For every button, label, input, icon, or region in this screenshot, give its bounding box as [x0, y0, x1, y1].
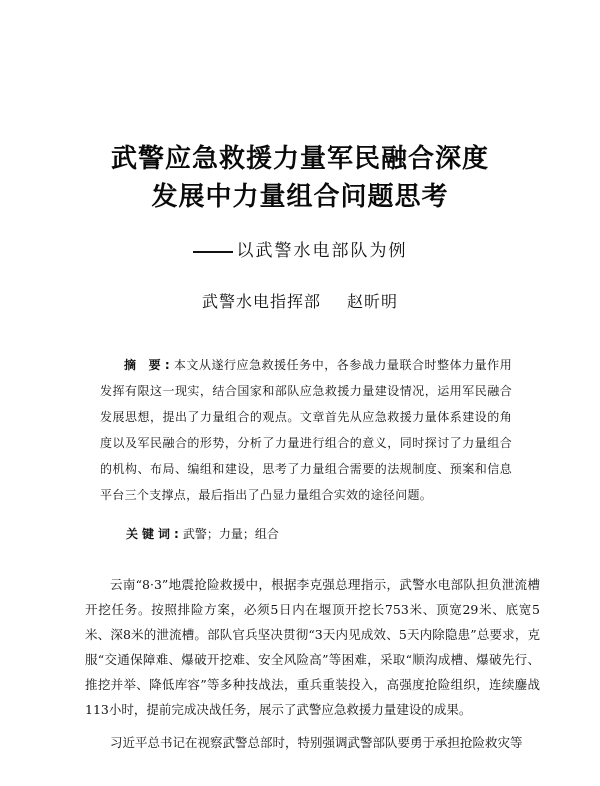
author-line: [0, 291, 600, 313]
keywords-label: 关键词:: [126, 527, 183, 541]
keywords-text: 武警；力量；组合: [182, 527, 279, 541]
author-unit: 武警水电指挥部: [201, 292, 321, 311]
em-dash-rule: [193, 251, 233, 253]
paper-title-line-1: 武警应急救援力量军民融合深度: [110, 144, 489, 174]
paper-subtitle: [0, 240, 600, 262]
subtitle-text: 以武警水电部队为例: [236, 241, 408, 261]
keywords: [126, 524, 279, 544]
abstract-text: 本文从遂行应急救援任务中，各参战力量联合时整体力量作用发挥有限这一现实，结合国家和部队应急救援力量建设情况，运用军民融合发展思想，提出了力量组合的观点。文章首先从应急救援力量体系建设的角度以及军民融合的形势，分析了力量进行组合的意义，同时探讨了力量组合的机构、布局、编组和建设，思考了力量组合需要的法规制度、预案和信息平台三个支撑点，最后指出了凸显力量组合实效的途径问题。: [100, 358, 512, 502]
body-paragraph: 习近平总书记在视察武警总部时，特别强调武警部队要勇于承担抢险救灾等: [110, 735, 523, 750]
body-paragraph: 云南“8·3”地震抢险救援中，根据李克强总理指示，武警水电部队担负泄流槽开挖任务。按照排险方案，必须5日内在堰顶开挖长753米、顶宽29米、底宽5米、深8米的泄流槽。部队官兵坚决贯彻“3天内见成效、5天内除隐患”总要求，克服“交通保障难、爆破开挖难、安全风险高”等困难，采取“顺沟成槽、爆破先行、推挖并举、降低库容”等多种技战法，重兵重装投入，高强度抢险组织，连续鏖战113小时，提前完成决战任务，展示了武警应急救援力量建设的成果。: [85, 577, 540, 717]
author-name: 赵昕明: [347, 292, 399, 311]
paper-title-line-2: 发展中力量组合问题思考: [151, 182, 449, 212]
body-text: [85, 572, 540, 763]
abstract-label: 摘 要:: [124, 358, 174, 372]
abstract: [100, 352, 512, 508]
